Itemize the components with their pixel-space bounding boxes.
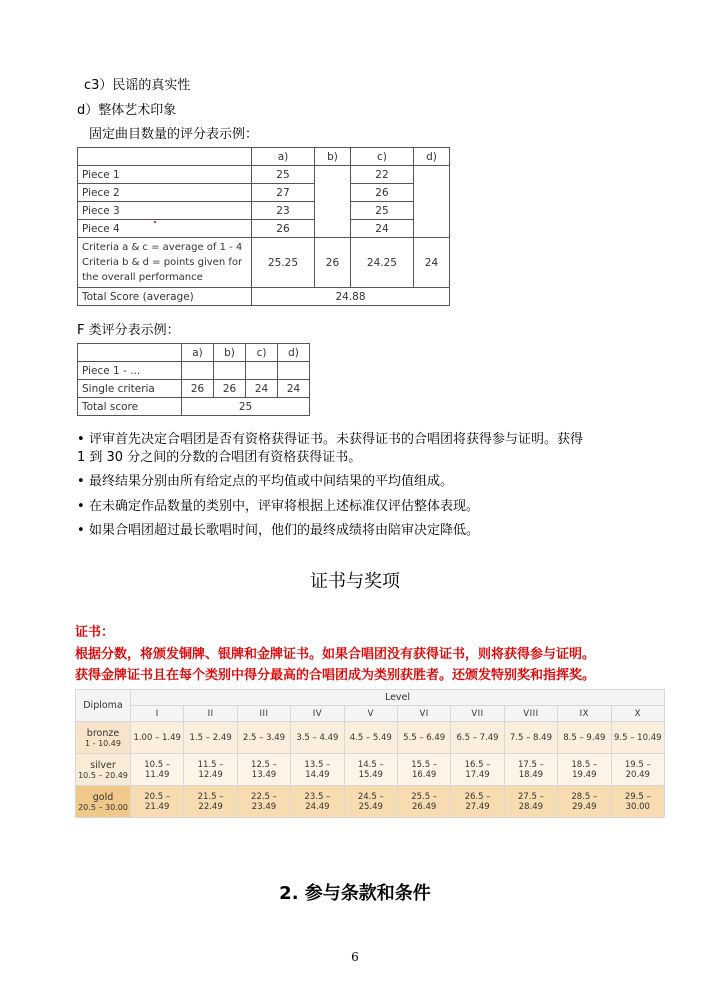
score-range-cell: 7.5 – 8.49: [504, 722, 557, 754]
score-range-cell: 6.5 – 7.49: [451, 722, 504, 754]
red-dot-mark: [154, 221, 156, 223]
item-c3: c3）民谣的真实性: [84, 78, 191, 93]
bullet-text: 最终结果分别由所有给定点的平均值或中间结果的平均值组成。: [89, 474, 454, 489]
cell: 26: [314, 238, 350, 288]
diploma-range: 1 - 10.49: [85, 738, 121, 748]
cell-empty: [413, 166, 449, 238]
score-range-cell: 19.5 – 20.49: [611, 754, 664, 786]
fixed-example-caption: 固定曲目数量的评分表示例：: [89, 127, 259, 142]
level-cell: X: [611, 706, 664, 722]
level-cell: IX: [558, 706, 611, 722]
score-range-cell: 29.5 – 30.00: [611, 786, 664, 818]
bullet-continuation: [77, 446, 361, 465]
score-range-cell: 21.5 – 22.49: [184, 786, 237, 818]
level-cell: VII: [451, 706, 504, 722]
score-range-cell: 25.5 – 26.49: [397, 786, 450, 818]
score-range-cell: 8.5 – 9.49: [558, 722, 611, 754]
level-cell: VIII: [504, 706, 557, 722]
cell-empty: [278, 362, 310, 380]
cell: 24: [246, 380, 278, 398]
bullet-item: [77, 495, 479, 514]
section2-title: 2. 参与条款和条件: [279, 883, 431, 904]
diploma-name: silver: [90, 759, 116, 771]
total-value: 24.88: [252, 288, 450, 306]
row-label-text: Piece 4: [82, 222, 120, 235]
score-range-cell: 20.5 – 21.49: [131, 786, 184, 818]
diploma-cell: [76, 722, 131, 754]
header-cell: a): [182, 344, 214, 362]
score-range-cell: 2.5 – 3.49: [237, 722, 290, 754]
level-cell: VI: [397, 706, 450, 722]
cell-empty: [182, 362, 214, 380]
cell: 26: [350, 184, 413, 202]
header-cell: [78, 148, 252, 166]
section-title: 证书与奖项: [310, 571, 400, 592]
bullet-item: [77, 428, 583, 447]
total-label: Total Score (average): [78, 288, 252, 306]
cell: 25.25: [252, 238, 315, 288]
score-range-cell: 10.5 – 11.49: [131, 754, 184, 786]
cell-empty: [246, 362, 278, 380]
bullet-icon: •: [77, 499, 85, 514]
header-cell: b): [214, 344, 246, 362]
score-range-cell: 1.5 – 2.49: [184, 722, 237, 754]
level-cell: III: [237, 706, 290, 722]
bullet-text: 如果合唱团超过最长歌唱时间，他们的最终成绩将由陪审决定降低。: [89, 523, 480, 538]
certificate-line: 获得金牌证书且在每个类别中得分最高的合唱团成为类别获胜者。还颁发特别奖和指挥奖。: [75, 668, 596, 683]
row-label: [78, 220, 252, 238]
score-range-cell: 12.5 – 13.49: [237, 754, 290, 786]
total-value: 25: [182, 398, 310, 416]
diploma-header: Diploma: [76, 690, 131, 722]
item-d: d）整体艺术印象: [77, 103, 177, 118]
f-score-table: [77, 343, 310, 416]
cell: 25: [350, 202, 413, 220]
diploma-range: 20.5 – 30.00: [78, 802, 128, 812]
score-range-cell: 22.5 – 23.49: [237, 786, 290, 818]
certificate-line: 根据分数，将颁发铜牌、银牌和金牌证书。如果合唱团没有获得证书，则将获得参与证明。: [75, 647, 596, 662]
criteria-line: Criteria a & c = average of 1 - 4: [82, 242, 243, 253]
bullet-item: [77, 519, 479, 538]
score-range-cell: 4.5 – 5.49: [344, 722, 397, 754]
criteria-line: Criteria b & d = points given for: [82, 257, 243, 268]
diploma-cell: [76, 754, 131, 786]
bullet-icon: •: [77, 432, 85, 447]
bullet-text: 在未确定作品数量的类别中，评审将根据上述标准仅评估整体表现。: [89, 499, 480, 514]
score-range-cell: 18.5 – 19.49: [558, 754, 611, 786]
diploma-cell: [76, 786, 131, 818]
cell: 22: [350, 166, 413, 184]
cell: 26: [182, 380, 214, 398]
bullet-text: 评审首先决定合唱团是否有资格获得证书。未获得证书的合唱团将获得参与证明。获得: [89, 432, 584, 447]
score-range-cell: 28.5 – 29.49: [558, 786, 611, 818]
criteria-line: the overall performance: [82, 272, 203, 283]
diploma-range: 10.5 – 20.49: [78, 770, 128, 780]
diploma-name: bronze: [86, 727, 120, 739]
score-range-cell: 26.5 – 27.49: [451, 786, 504, 818]
header-cell: b): [314, 148, 350, 166]
cell: 24: [278, 380, 310, 398]
fixed-score-table: [77, 147, 450, 306]
score-range-cell: 14.5 – 15.49: [344, 754, 397, 786]
level-cell: V: [344, 706, 397, 722]
score-range-cell: 3.5 – 4.49: [291, 722, 344, 754]
page-number: 6: [351, 950, 359, 964]
cell: 25: [252, 166, 315, 184]
score-range-cell: 13.5 – 14.49: [291, 754, 344, 786]
certificate-label: 证书：: [75, 625, 115, 640]
score-range-cell: 1.00 – 1.49: [131, 722, 184, 754]
row-label: Single criteria: [78, 380, 182, 398]
cell: 26: [252, 220, 315, 238]
row-label: Piece 1: [78, 166, 252, 184]
diploma-name: gold: [92, 791, 114, 803]
criteria-note: [78, 238, 252, 288]
header-cell: d): [413, 148, 449, 166]
header-cell: c): [246, 344, 278, 362]
score-range-cell: 11.5 – 12.49: [184, 754, 237, 786]
header-cell: a): [252, 148, 315, 166]
row-label: Piece 2: [78, 184, 252, 202]
cell: 24: [413, 238, 449, 288]
cell-empty: [314, 166, 350, 238]
cell-empty: [214, 362, 246, 380]
cell: 24.25: [350, 238, 413, 288]
level-header: Level: [131, 690, 665, 706]
score-range-cell: 9.5 – 10.49: [611, 722, 664, 754]
bullet-icon: •: [77, 523, 85, 538]
bullet-text: 1 到 30 分之间的分数的合唱团有资格获得证书。: [77, 450, 362, 465]
score-range-cell: 27.5 – 28.49: [504, 786, 557, 818]
score-range-cell: 17.5 – 18.49: [504, 754, 557, 786]
diploma-level-table: [75, 689, 665, 818]
score-range-cell: 23.5 – 24.49: [291, 786, 344, 818]
cell: 26: [214, 380, 246, 398]
score-range-cell: 5.5 – 6.49: [397, 722, 450, 754]
row-label: Piece 3: [78, 202, 252, 220]
score-range-cell: 24.5 – 25.49: [344, 786, 397, 818]
bullet-item: [77, 470, 453, 489]
score-range-cell: 16.5 – 17.49: [451, 754, 504, 786]
cell: 24: [350, 220, 413, 238]
score-range-cell: 15.5 – 16.49: [397, 754, 450, 786]
level-cell: IV: [291, 706, 344, 722]
header-cell: c): [350, 148, 413, 166]
f-example-caption: F 类评分表示例：: [77, 323, 180, 338]
cell: 27: [252, 184, 315, 202]
total-label: Total score: [78, 398, 182, 416]
level-cell: II: [184, 706, 237, 722]
bullet-icon: •: [77, 474, 85, 489]
header-cell: [78, 344, 182, 362]
row-label: Piece 1 - ...: [78, 362, 182, 380]
cell: 23: [252, 202, 315, 220]
header-cell: d): [278, 344, 310, 362]
level-cell: I: [131, 706, 184, 722]
